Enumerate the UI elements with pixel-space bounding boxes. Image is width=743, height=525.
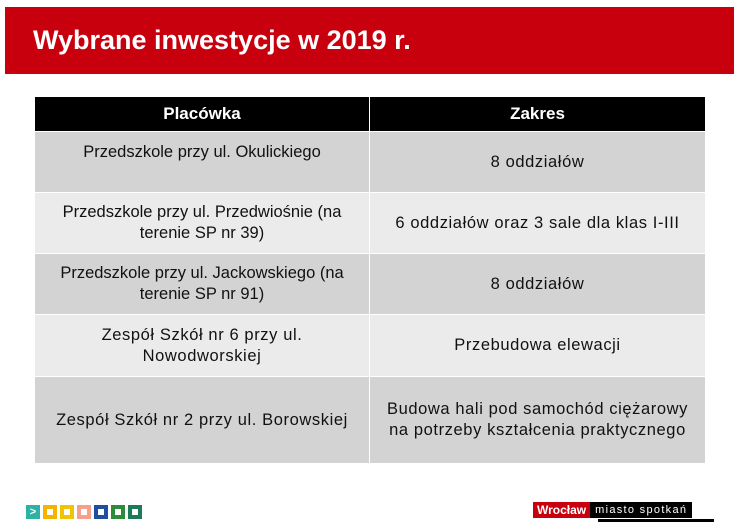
footer-color-squares bbox=[26, 505, 142, 519]
column-header-placowka: Placówka bbox=[35, 97, 370, 132]
table-row bbox=[35, 315, 706, 377]
table-row bbox=[35, 377, 706, 464]
cell-zakres: 8 oddziałów bbox=[370, 254, 706, 315]
color-square bbox=[60, 505, 74, 519]
color-square bbox=[43, 505, 57, 519]
cell-placowka: Zespół Szkół nr 2 przy ul. Borowskiej bbox=[35, 377, 370, 464]
table-row bbox=[35, 254, 706, 315]
slide-title: Wybrane inwestycje w 2019 r. bbox=[33, 25, 411, 55]
color-square bbox=[111, 505, 125, 519]
table-row bbox=[35, 132, 706, 193]
cell-placowka: Zespół Szkół nr 6 przy ul. Nowodworskiej bbox=[35, 315, 370, 377]
cell-placowka: Przedszkole przy ul. Jackowskiego (na terenie SP nr 91) bbox=[35, 254, 370, 315]
title-bar bbox=[5, 7, 734, 74]
color-square bbox=[128, 505, 142, 519]
cell-placowka: Przedszkole przy ul. Okulickiego bbox=[35, 132, 370, 193]
color-square bbox=[94, 505, 108, 519]
color-square bbox=[77, 505, 91, 519]
logo-slogan: miasto spotkań bbox=[590, 502, 692, 518]
column-header-zakres: Zakres bbox=[370, 97, 706, 132]
cell-zakres: Przebudowa elewacji bbox=[370, 315, 706, 377]
logo-underline bbox=[598, 519, 714, 522]
cell-zakres: 8 oddziałów bbox=[370, 132, 706, 193]
cell-zakres: Budowa hali pod samochód ciężarowy na potrzeby kształcenia praktycznego bbox=[370, 377, 706, 464]
chevron-right-icon: > bbox=[26, 505, 40, 519]
table-row bbox=[35, 193, 706, 254]
investments-table bbox=[34, 97, 706, 464]
cell-placowka: Przedszkole przy ul. Przedwiośnie (na terenie SP nr 39) bbox=[35, 193, 370, 254]
cell-zakres: 6 oddziałów oraz 3 sale dla klas I-III bbox=[370, 193, 706, 254]
logo-brand: Wrocław bbox=[533, 502, 590, 518]
wroclaw-logo bbox=[533, 502, 692, 518]
table-header-row bbox=[35, 97, 706, 132]
